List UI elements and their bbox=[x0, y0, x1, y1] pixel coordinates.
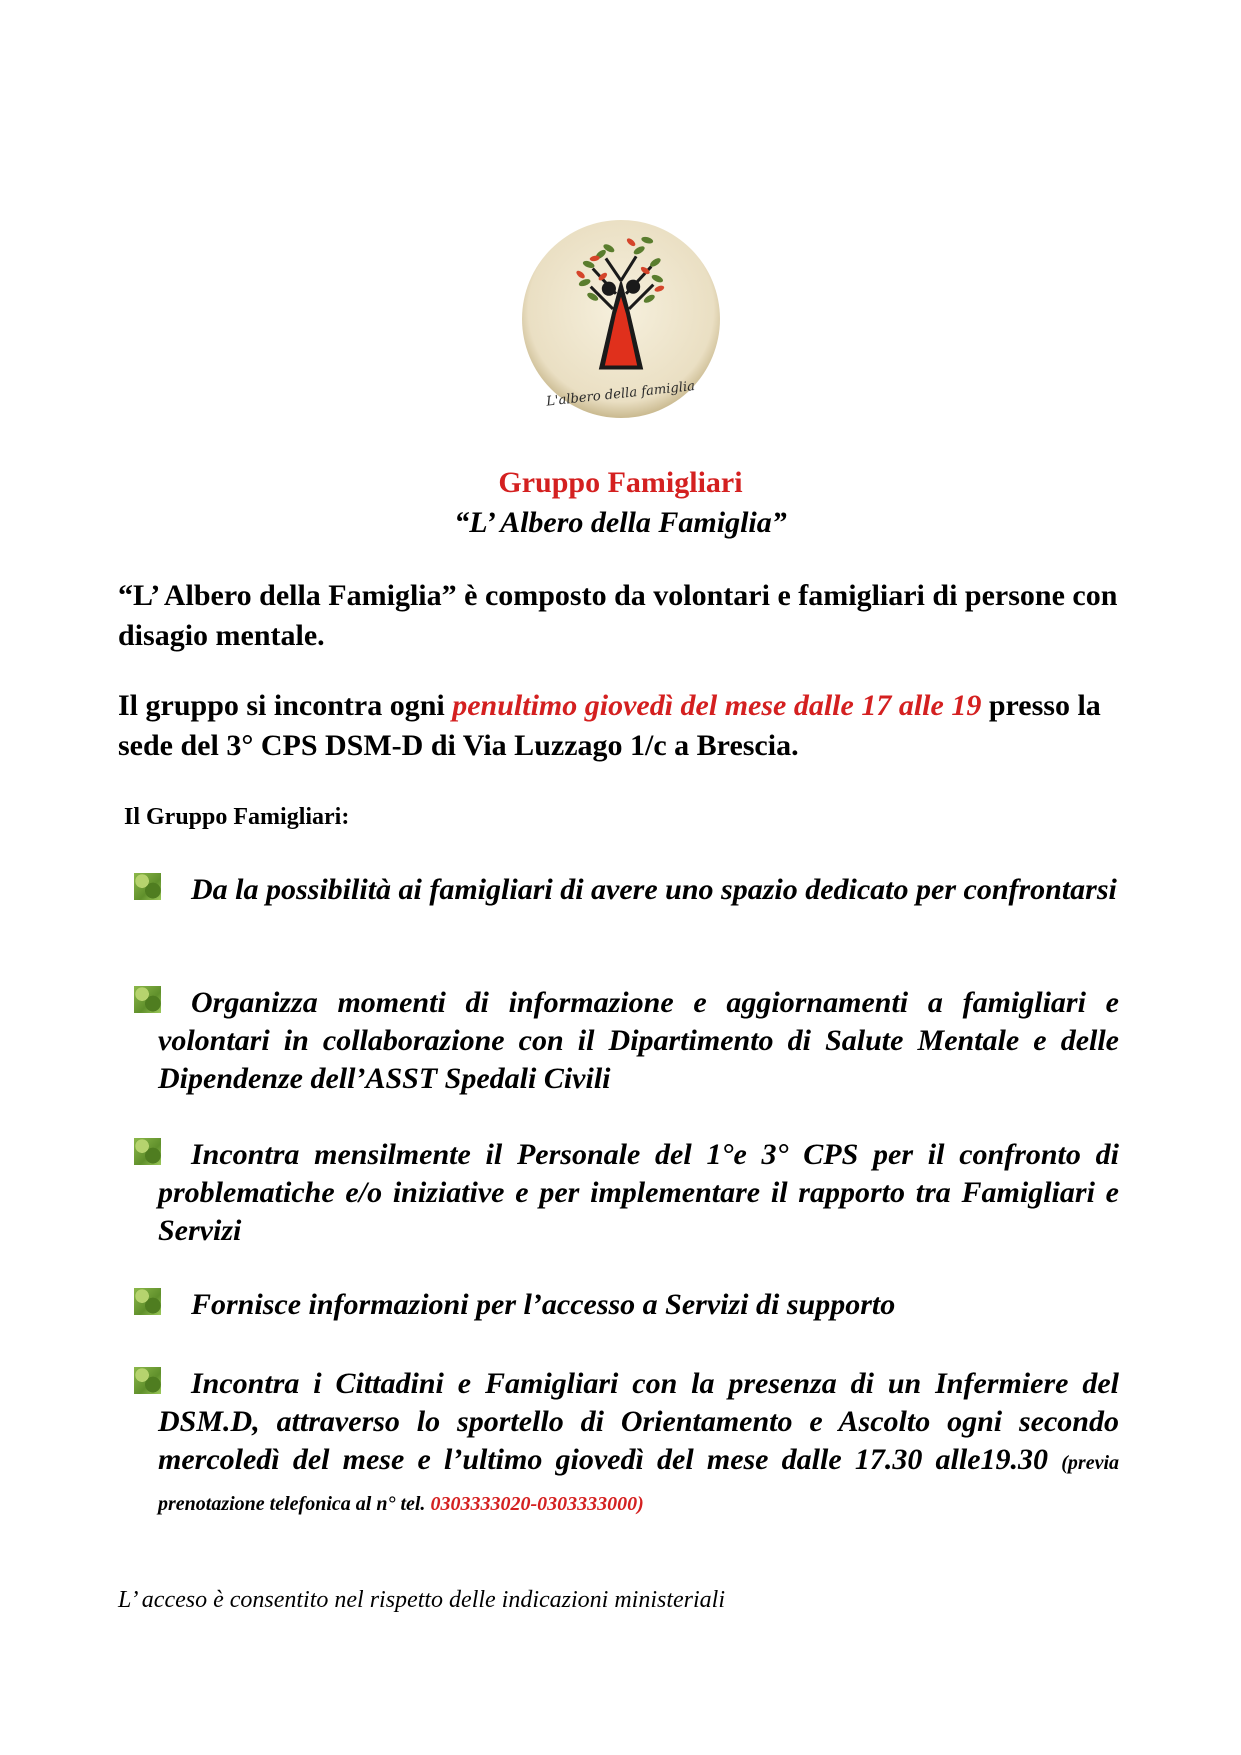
list-item-text: Da la possibilità ai famigliari di avere uno spazio dedicato per confrontarsi bbox=[191, 873, 1117, 906]
list-title: Il Gruppo Famigliari: bbox=[124, 804, 350, 830]
logo bbox=[520, 218, 722, 420]
logo-caption: L'albero della famiglia bbox=[545, 379, 696, 410]
family-tree-logo-icon bbox=[520, 218, 722, 420]
list-item bbox=[158, 871, 1119, 909]
page-subtitle: “L’ Albero della Famiglia” bbox=[454, 506, 787, 539]
title-block bbox=[0, 463, 1241, 543]
intro-paragraph: “L’ Albero della Famiglia” è composto da volontari e famigliari di persone con disagio mentale. bbox=[118, 579, 1118, 652]
bullet-square-icon bbox=[134, 873, 161, 900]
meeting-prefix: Il gruppo si incontra ogni bbox=[118, 689, 453, 722]
bullet-square-icon bbox=[134, 986, 161, 1013]
booking-note: (previa prenotazione telefonica al n° tel. bbox=[158, 1452, 1120, 1515]
list-item bbox=[158, 1136, 1119, 1250]
meeting-paragraph bbox=[118, 686, 1128, 766]
list-item bbox=[158, 1286, 1119, 1324]
meeting-highlight: penultimo giovedì del mese dalle 17 alle 19 bbox=[452, 689, 982, 722]
bullet-square-icon bbox=[134, 1138, 161, 1165]
list-item-text: Organizza momenti di informazione e aggiornamenti a famigliari e volontari in collaborazione con il Dipartimento di Salute Mentale e delle Dipendenze dell’ASST Spedali Civili bbox=[158, 986, 1119, 1095]
bullet-square-icon bbox=[134, 1367, 161, 1394]
list-item-text: Fornisce informazioni per l’accesso a Servizi di supporto bbox=[191, 1288, 896, 1321]
page-title: Gruppo Famigliari bbox=[498, 466, 743, 499]
footer-note: L’ acceso è consentito nel rispetto delle indicazioni ministeriali bbox=[118, 1587, 726, 1613]
meeting-suffix: presso la sede del 3° CPS DSM-D di Via Luzzago 1/c a Brescia. bbox=[118, 689, 1101, 762]
list-item-text: Incontra i Cittadini e Famigliari con la presenza di un Infermiere del DSM.D, attraverso lo sportello di Orientamento e Ascolto ogni secondo mercoledì del mese e l’ultimo giovedì del mese dalle 17.30 alle19.30 bbox=[158, 1367, 1119, 1476]
bullet-square-icon bbox=[134, 1288, 161, 1315]
phone-numbers: 0303333020-0303333000) bbox=[425, 1493, 644, 1515]
list-item-text: Incontra mensilmente il Personale del 1°e 3° CPS per il confronto di problematiche e/o iniziative e per implementare il rapporto tra Famigliari e Servizi bbox=[158, 1138, 1119, 1247]
list-item bbox=[158, 1365, 1119, 1523]
list-item bbox=[158, 984, 1119, 1098]
